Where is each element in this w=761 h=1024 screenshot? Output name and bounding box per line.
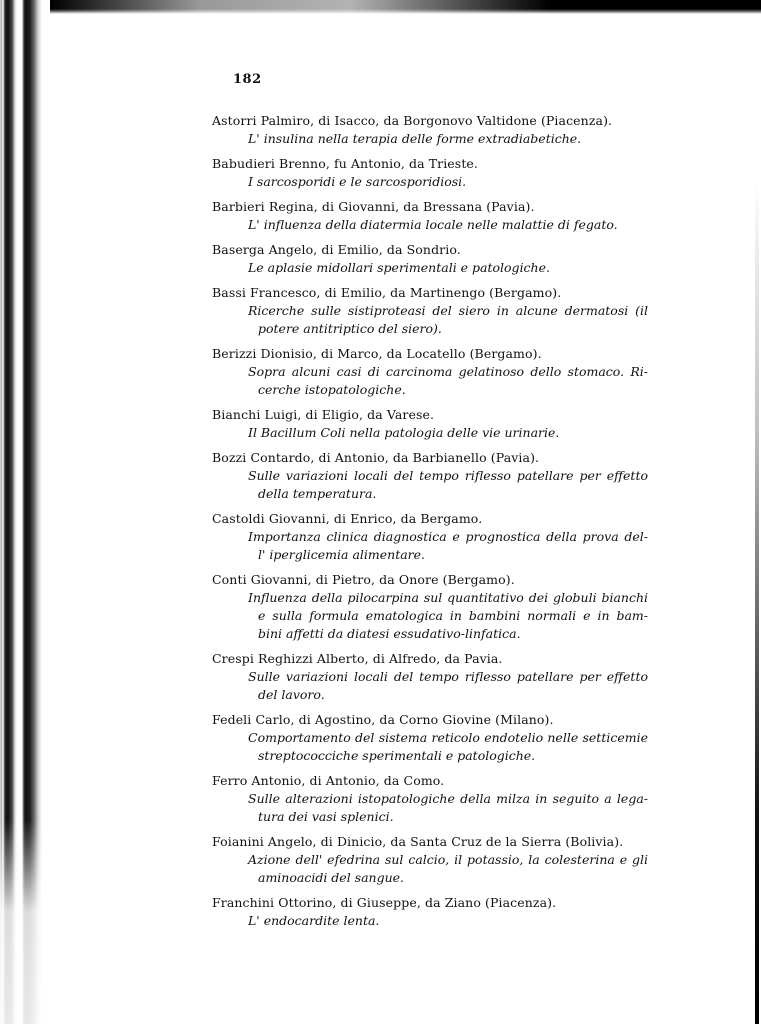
entry-title-line: streptococciche sperimentali e patologiche.: [258, 748, 536, 763]
entry-author: Bassi Francesco, di Emilio, da Martinengo (Bergamo).: [212, 285, 562, 300]
entry-title-line: Ricerche sulle sistiproteasi del siero in alcune dermatosi (il: [248, 303, 648, 318]
entry-title-line: del lavoro.: [258, 687, 325, 702]
entry-title-line: Sopra alcuni casi di carcinoma gelatinoso dello stomaco. Ri-: [248, 364, 648, 379]
entry-title-line: Importanza clinica diagnostica e prognostica della prova del-: [248, 529, 648, 544]
entry-title-line: Sulle variazioni locali del tempo riflesso patellare per effetto: [248, 468, 648, 483]
entry-title: [222, 363, 648, 399]
entry-title-line: aminoacidi del sangue.: [258, 870, 405, 885]
entry-title: [222, 912, 648, 930]
list-item: [212, 112, 648, 148]
list-item: [212, 711, 648, 765]
entry-author: Barbieri Regina, di Giovanni, da Bressana (Pavia).: [212, 199, 535, 214]
entry-title-line: potere antitriptico del siero).: [258, 321, 442, 336]
entry-title: [222, 216, 648, 234]
entry-title-line: L' insulina nella terapia delle forme extradiabetiche.: [248, 131, 582, 146]
entry-title-line: tura dei vasi splenici.: [258, 809, 394, 824]
entry-title-line: bini affetti da diatesi essudativo-linfatica.: [258, 626, 521, 641]
list-item: [212, 198, 648, 234]
entry-title: [222, 302, 648, 338]
entry-title-line: l' iperglicemia alimentare.: [258, 547, 426, 562]
entry-title-line: L' influenza della diatermia locale nelle malattie di fegato.: [248, 217, 618, 232]
entry-author: Conti Giovanni, di Pietro, da Onore (Bergamo).: [212, 572, 515, 587]
list-item: [212, 571, 648, 643]
entry-title-line: L' endocardite lenta.: [248, 913, 380, 928]
entry-title-line: Le aplasie midollari sperimentali e patologiche.: [248, 260, 550, 275]
entry-title-line: Influenza della pilocarpina sul quantitativo dei globuli bianchi: [248, 590, 648, 605]
entry-title: [222, 424, 648, 442]
entry-author: Foianini Angelo, di Dinicio, da Santa Cruz de la Sierra (Bolivia).: [212, 834, 624, 849]
entry-title-line: della temperatura.: [258, 486, 377, 501]
list-item: [212, 155, 648, 191]
entry-author: Bozzi Contardo, di Antonio, da Barbianello (Pavia).: [212, 450, 540, 465]
entry-title-line: Il Bacillum Coli nella patologia delle vie urinarie.: [248, 425, 560, 440]
entry-title-line: Sulle variazioni locali del tempo riflesso patellare per effetto: [248, 669, 648, 684]
list-item: [212, 772, 648, 826]
list-item: [212, 241, 648, 277]
entry-title: [222, 668, 648, 704]
entry-title: [222, 467, 648, 503]
list-item: [212, 833, 648, 887]
entry-author: Berizzi Dionisio, di Marco, da Locatello (Bergamo).: [212, 346, 542, 361]
list-item: [212, 650, 648, 704]
entry-author: Castoldi Giovanni, di Enrico, da Bergamo.: [212, 511, 483, 526]
entry-author: Bianchi Luigi, di Eligio, da Varese.: [212, 407, 435, 422]
entry-title-line: Comportamento del sistema reticolo endotelio nelle setticemie: [248, 730, 648, 745]
entry-title-line: Sulle alterazioni istopatologiche della milza in seguito a lega-: [248, 791, 648, 806]
entry-author: Baserga Angelo, di Emilio, da Sondrio.: [212, 242, 461, 257]
entry-author: Franchini Ottorino, di Giuseppe, da Ziano (Piacenza).: [212, 895, 557, 910]
list-item: [212, 406, 648, 442]
entry-title: [222, 259, 648, 277]
list-item: [212, 894, 648, 930]
entry-title: [222, 589, 648, 643]
entry-title: [222, 851, 648, 887]
entry-title-line: cerche istopatologiche.: [258, 382, 406, 397]
entry-title: [222, 790, 648, 826]
scan-top-border-fade: [50, 0, 550, 14]
list-item: [212, 345, 648, 399]
entry-title: [222, 173, 648, 191]
entry-author: Ferro Antonio, di Antonio, da Como.: [212, 773, 445, 788]
entry-title-line: I sarcosporidi e le sarcosporidiosi.: [248, 174, 467, 189]
scan-right-edge: [755, 180, 759, 1024]
scan-binding-fade: [0, 820, 50, 1024]
list-item: [212, 449, 648, 503]
entry-author: Astorri Palmiro, di Isacco, da Borgonovo Valtidone (Piacenza).: [212, 113, 613, 128]
entry-title: [222, 528, 648, 564]
list-item: [212, 284, 648, 338]
page-number: 182: [233, 72, 262, 87]
entry-title-line: e sulla formula ematologica in bambini normali e in bam-: [258, 608, 648, 623]
entry-author: Crespi Reghizzi Alberto, di Alfredo, da Pavia.: [212, 651, 503, 666]
list-item: [212, 510, 648, 564]
entry-author: Babudieri Brenno, fu Antonio, da Trieste.: [212, 156, 479, 171]
entry-author: Fedeli Carlo, di Agostino, da Corno Giovine (Milano).: [212, 712, 554, 727]
thesis-list: [212, 112, 648, 937]
entry-title-line: Azione dell' efedrina sul calcio, il potassio, la colesterina e gli: [248, 852, 648, 867]
entry-title: [222, 729, 648, 765]
entry-title: [222, 130, 648, 148]
